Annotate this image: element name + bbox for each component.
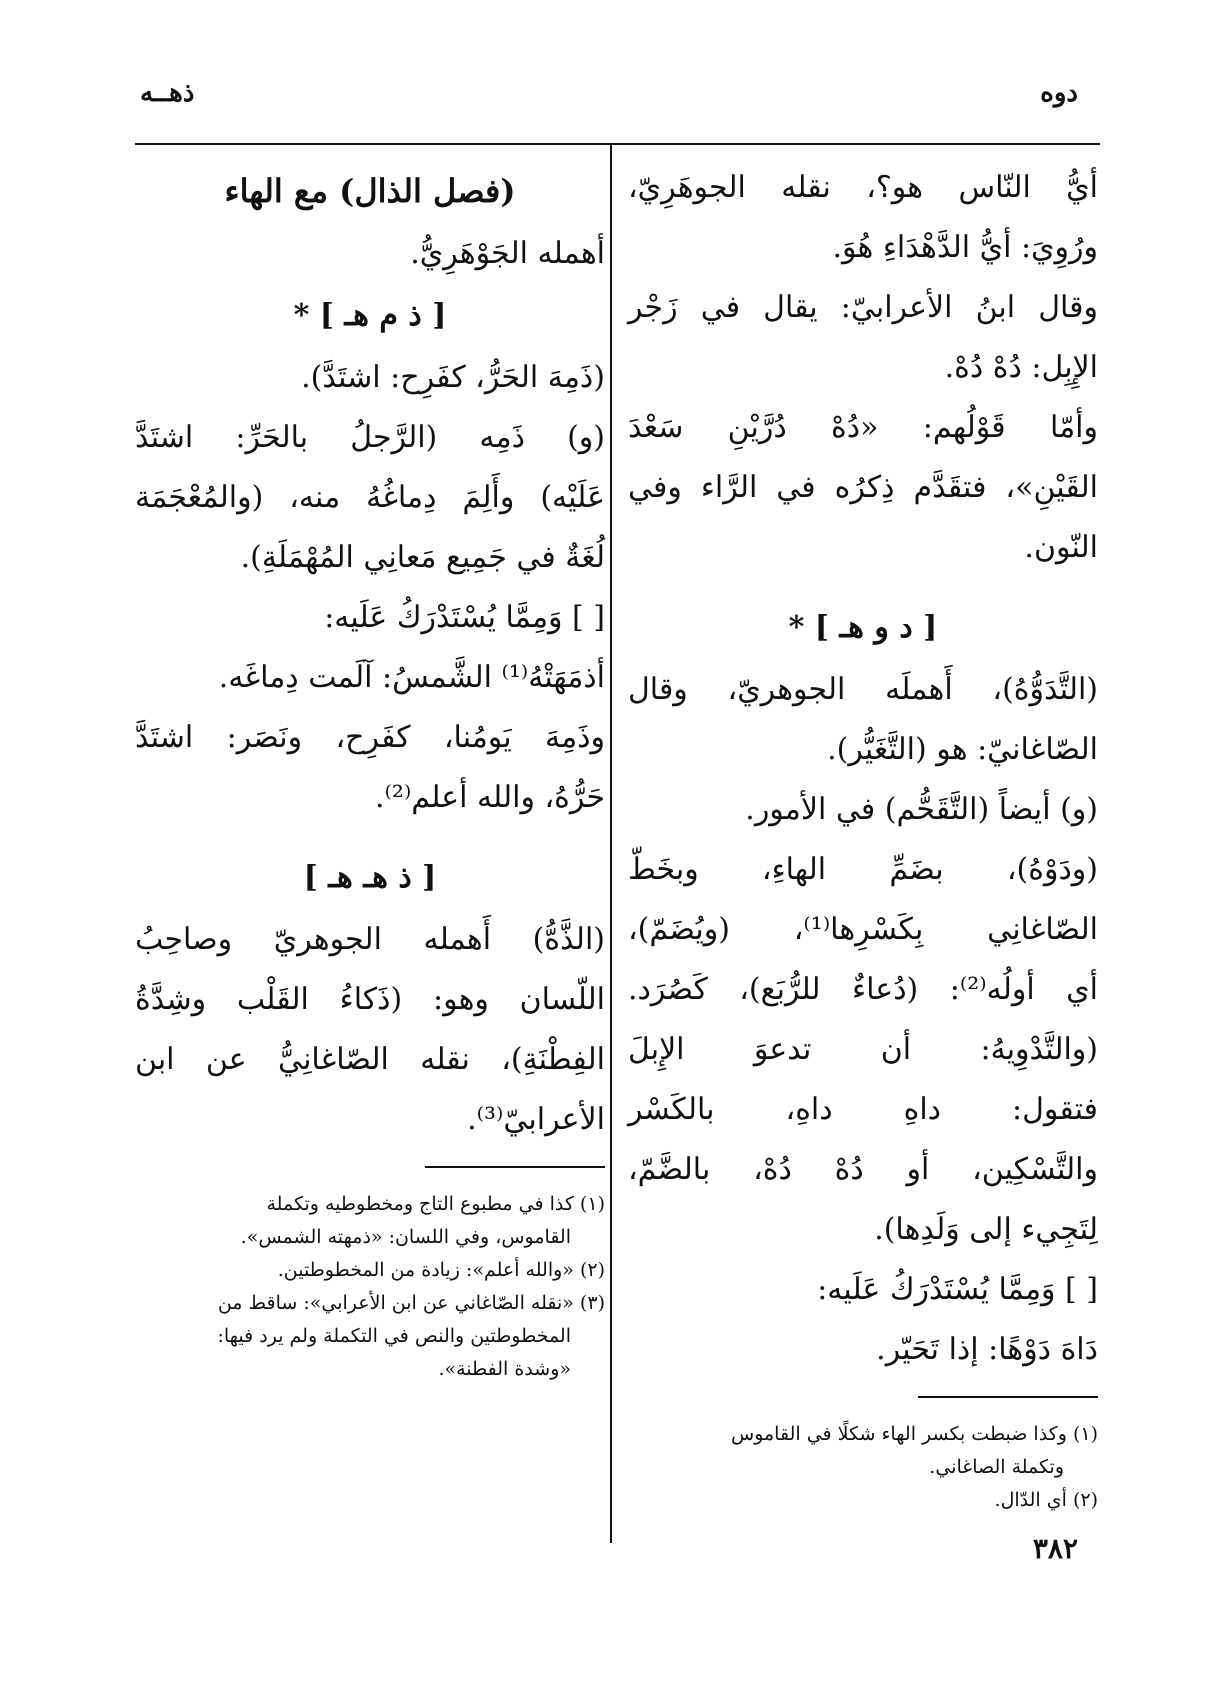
text-line: عَلَيْه) وأَلِمَ دِماغُهُ منه، (والمُعْجَمَة	[135, 480, 605, 515]
footnote-rule	[425, 1166, 605, 1168]
page-number: ٣٨٢	[1032, 1532, 1078, 1565]
text-line: اللّسان وهو: (ذَكاءُ القَلْب وشِدَّةُ	[135, 982, 605, 1017]
footnote: (١) كذا في مطبوع التاج ومخطوطيه وتكملة	[266, 1193, 605, 1215]
header-rule	[135, 143, 1100, 145]
column-divider	[610, 145, 612, 1543]
text-line: النّون.	[1024, 530, 1098, 565]
text-line: [ ] وَمِمَّا يُسْتَدْرَكُ عَلَيه:	[324, 600, 605, 635]
text-line: (ودَوْهُ)، بضَمِّ الهاءِ، وبخَطّ	[628, 852, 1098, 887]
text-line: لُغَةٌ في جَمِيع مَعانِي المُهْمَلَةِ).	[240, 540, 605, 575]
text-line: ورُوِيَ: أيُّ الدَّهْدَاءِ هُوَ.	[832, 230, 1098, 265]
text-line: وأمّا قَوْلُهم: «دُهْ دُرَّيْنِ سَعْدَ	[628, 410, 1098, 445]
footnote-rule	[918, 1396, 1098, 1398]
text-line: القَيْنِ»، فتقَدَّم ذِكرُه في الرَّاء وفي	[628, 470, 1098, 505]
chapter-heading: (فصل الذال) مع الهاء	[224, 172, 516, 210]
running-head-right: دوه	[1040, 78, 1078, 108]
text-line: وذَمِهَ يَومُنا، كفَرِح، ونَصَر: اشتَدَّ	[135, 720, 605, 755]
text-line: والتَّسْكِين، أو دُهْ دُهْ، بالضَّمّ،	[628, 1152, 1098, 1187]
footnote: القاموس، وفي اللسان: «ذمهته الشمس».	[240, 1226, 571, 1248]
text-line: (ذَمِهَ الحَرُّ، كفَرِح: اشتَدَّ).	[301, 360, 605, 395]
footnote: (١) وكذا ضبطت بكسر الهاء شكلًا في القاموس	[731, 1423, 1098, 1445]
running-head-left: ذهــه	[140, 78, 195, 108]
entry-heading-dwh: [ د و هـ ] *	[788, 610, 938, 645]
text-line: حَرُّهُ، والله أعلم⁽²⁾.	[375, 780, 605, 815]
text-line: وقال ابنُ الأعرابيّ: يقال في زَجْر	[628, 290, 1098, 325]
left-column	[135, 158, 605, 1386]
text-line: (الذَّهُّ) أَهمله الجوهريّ وصاحِبُ	[135, 922, 605, 957]
text-line: أذمَهَتْهُ⁽¹⁾ الشَّمسُ: آلَمت دِماغَه.	[218, 660, 605, 695]
footnote: المخطوطتين والنص في التكملة ولم يرد فيها:	[217, 1325, 571, 1347]
text-line: (و) أيضاً (التَّقَحُّم) في الأمور.	[745, 792, 1098, 827]
text-line: فتقول: داهِ داهِ، بالكَسْر	[628, 1092, 1098, 1127]
text-line: أهمله الجَوْهَرِيُّ.	[410, 236, 605, 271]
text-line: الصّاغانيّ: هو (التَّغَيُّر).	[827, 732, 1098, 767]
text-line: أيُّ النّاس هو؟، نقله الجوهَرِيّ،	[628, 170, 1098, 205]
text-line: (والتَّدْوِيهُ: أن تدعوَ الإِبلَ	[628, 1032, 1098, 1067]
spacer	[628, 578, 1098, 596]
entry-heading-dhmh: [ ذ م هـ ] *	[293, 298, 447, 333]
text-line: لِتَجِيء إلى وَلَدِها).	[874, 1212, 1098, 1247]
text-line: دَاهَ دَوْهًا: إذا تَحَيّر.	[876, 1332, 1098, 1367]
text-line: [ ] وَمِمَّا يُسْتَدْرَكُ عَلَيه:	[817, 1272, 1098, 1307]
footnote: (٣) «نقله الصّاغاني عن ابن الأعرابي»: ساقط من	[217, 1292, 605, 1314]
text-line: الأعرابيّ⁽³⁾.	[467, 1102, 605, 1137]
entry-heading-dhhh: [ ذ هـ هـ ]	[303, 860, 437, 895]
right-column	[628, 158, 1098, 1517]
text-line: الفِطْنَةِ)، نقله الصّاغانِيُّ عن ابن	[135, 1042, 605, 1077]
text-line: (و) ذَمِه (الرَّجلُ بالحَرِّ: اشتَدَّ	[135, 420, 605, 455]
text-line: الصّاغانِي بِكَسْرِها⁽¹⁾، (ويُضَمّ)،	[628, 912, 1098, 947]
footnote: وتكملة الصاغاني.	[929, 1456, 1064, 1478]
footnote: «وشدة الفطنة».	[438, 1358, 571, 1380]
spacer	[135, 828, 605, 846]
text-line: أي أولُه⁽²⁾: (دُعاءٌ للرُّبَع)، كَصُرَد.	[628, 972, 1098, 1007]
text-line: الإِبِل: دُهْ دُهْ.	[944, 350, 1098, 385]
text-line: (التَّدَوُّهُ)، أَهملَه الجوهريّ، وقال	[628, 672, 1098, 707]
footnote: (٢) أي الدّال.	[994, 1489, 1098, 1511]
footnote: (٢) «والله أعلم»: زيادة من المخطوطتين.	[277, 1259, 605, 1281]
